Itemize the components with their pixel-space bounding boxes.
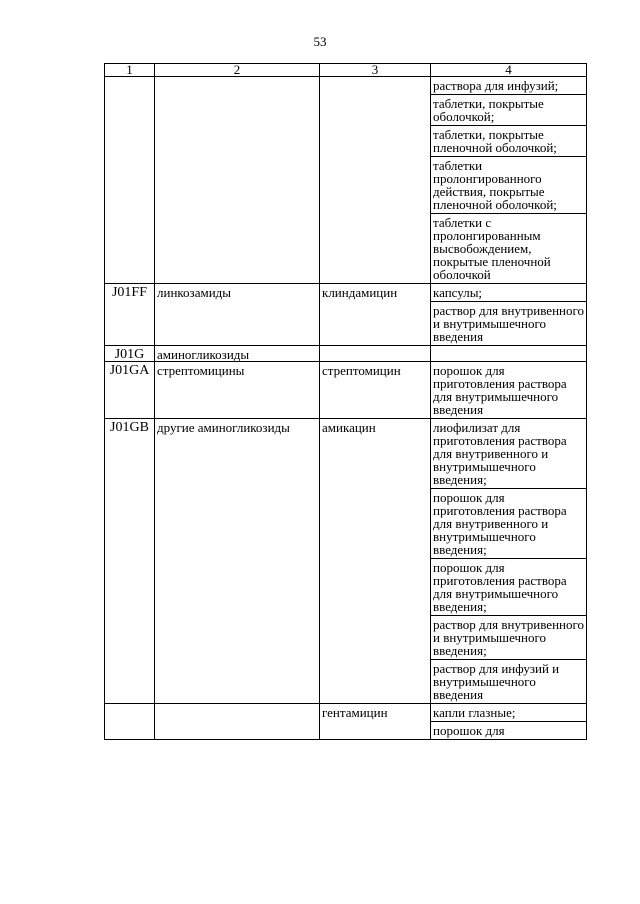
group-name-cell (155, 77, 320, 284)
table-row (105, 362, 587, 419)
dosage-form-item: таблетки, покрытые пленочной оболочкой; (431, 125, 586, 156)
dosage-form-item: капли глазные; (433, 705, 516, 720)
dosage-form-item: таблетки с пролонгированным высвобождением, покрытые пленочной оболочкой (431, 213, 586, 283)
group-name-cell: стрептомицины (155, 362, 320, 419)
header-col-4: 4 (431, 64, 587, 77)
dosage-forms-cell (431, 419, 587, 704)
header-col-3: 3 (320, 64, 431, 77)
group-name-cell: аминогликозиды (155, 346, 320, 362)
drug-name-cell (320, 77, 431, 284)
dosage-forms-cell (431, 704, 587, 740)
atc-code-cell (105, 77, 155, 284)
drug-name-cell: клиндамицин (320, 284, 431, 346)
atc-code-cell: J01G (105, 346, 155, 362)
dosage-form-item: порошок для приготовления раствора для внутримышечного введения (433, 363, 567, 417)
atc-code-cell: J01GA (105, 362, 155, 419)
drug-name-cell: гентамицин (320, 704, 431, 740)
group-name-cell (155, 704, 320, 740)
table-row (105, 284, 587, 346)
atc-code-cell (105, 704, 155, 740)
dosage-form-item: таблетки пролонгированного действия, покрытые пленочной оболочкой; (431, 156, 586, 213)
group-name-cell: другие аминогликозиды (155, 419, 320, 704)
drug-table (104, 63, 587, 740)
dosage-form-item: порошок для приготовления раствора для внутримышечного введения; (431, 558, 586, 615)
dosage-form-item: раствор для инфузий и внутримышечного введения (431, 659, 586, 703)
group-name-cell: линкозамиды (155, 284, 320, 346)
drug-name-cell (320, 346, 431, 362)
header-col-1: 1 (105, 64, 155, 77)
dosage-form-item (431, 346, 586, 350)
dosage-forms-cell (431, 362, 587, 419)
dosage-form-item: таблетки, покрытые оболочкой; (431, 94, 586, 125)
dosage-form-item: лиофилизат для приготовления раствора для внутривенного и внутримышечного введения; (433, 420, 567, 487)
table-row (105, 704, 587, 740)
dosage-form-item: порошок для приготовления раствора для внутривенного и внутримышечного введения; (431, 488, 586, 558)
dosage-forms-cell (431, 346, 587, 362)
dosage-form-item: раствор для внутривенного и внутримышечного введения; (433, 617, 584, 658)
dosage-form-item: раствора для инфузий; (433, 78, 559, 93)
dosage-form-item: капсулы; (433, 285, 483, 300)
header-row (105, 64, 587, 77)
table-body (105, 77, 587, 740)
table-row (105, 346, 587, 362)
header-col-2: 2 (155, 64, 320, 77)
table-row (105, 77, 587, 284)
atc-code-cell: J01FF (105, 284, 155, 346)
dosage-forms-cell (431, 284, 587, 346)
table-row (105, 419, 587, 704)
dosage-form-item: раствор для внутривенного и внутримышечного введения (433, 303, 584, 344)
drug-name-cell: стрептомицин (320, 362, 431, 419)
dosage-forms-cell (431, 77, 587, 284)
atc-code-cell: J01GB (105, 419, 155, 704)
drug-name-cell: амикацин (320, 419, 431, 704)
page-number: 53 (313, 34, 327, 49)
dosage-form-item: порошок для (431, 721, 586, 739)
